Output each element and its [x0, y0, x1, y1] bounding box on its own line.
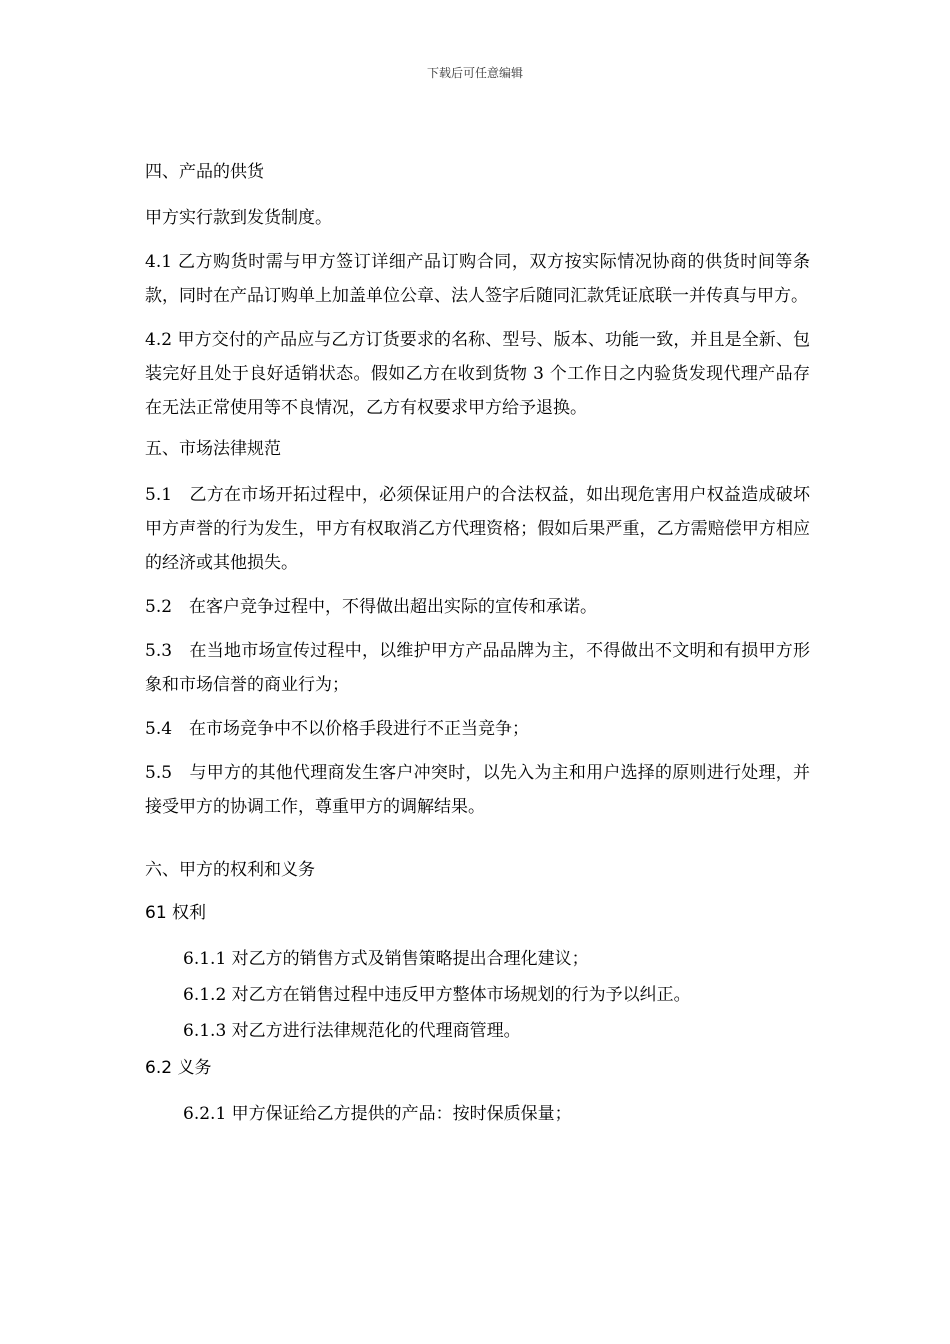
- section-4-heading: 四、产品的供货: [145, 162, 264, 182]
- duty-item: 6.2.1 甲方保证给乙方提供的产品：按时保质保量；: [183, 1104, 572, 1124]
- page-header-note: 下载后可任意编辑: [426, 66, 523, 80]
- duties-heading: 6.2 义务: [145, 1058, 212, 1078]
- section-6-heading: 六、甲方的权利和义务: [145, 860, 315, 880]
- right-item: 6.1.1 对乙方的销售方式及销售策略提出合理化建议；: [183, 949, 589, 969]
- clause-5-3: 5.3 在当地市场宣传过程中，以维护甲方产品品牌为主，不得做出不文明和有损甲方形象和市场信誉的商业行为；: [145, 641, 810, 695]
- right-item: 6.1.3 对乙方进行法律规范化的代理商管理。: [183, 1021, 521, 1041]
- clause-5-4: 5.4 在市场竞争中不以价格手段进行不正当竞争；: [145, 719, 530, 739]
- clause-4-1: 4.1 乙方购货时需与甲方签订详细产品订购合同，双方按实际情况协商的供货时间等条款，同时在产品订购单上加盖单位公章、法人签字后随同汇款凭证底联一并传真与甲方。: [145, 252, 810, 306]
- clause-5-5: 5.5 与甲方的其他代理商发生客户冲突时，以先入为主和用户选择的原则进行处理，并接受甲方的协调工作，尊重甲方的调解结果。: [145, 763, 810, 817]
- section-5-heading: 五、市场法律规范: [145, 439, 281, 459]
- section-4-intro: 甲方实行款到发货制度。: [145, 208, 332, 228]
- clause-5-1: 5.1 乙方在市场开拓过程中，必须保证用户的合法权益，如出现危害用户权益造成破坏甲方声誉的行为发生，甲方有权取消乙方代理资格；假如后果严重，乙方需赔偿甲方相应的经济或其他损失。: [145, 485, 810, 573]
- clause-4-2: 4.2 甲方交付的产品应与乙方订货要求的名称、型号、版本、功能一致，并且是全新、包装完好且处于良好适销状态。假如乙方在收到货物 3 个工作日之内验货发现代理产品存在无法正常使用等不良情况，乙方有权要求甲方给予退换。: [145, 330, 810, 418]
- right-item: 6.1.2 对乙方在销售过程中违反甲方整体市场规划的行为予以纠正。: [183, 985, 691, 1005]
- rights-heading: 61 权利: [145, 903, 207, 923]
- clause-5-2: 5.2 在客户竞争过程中，不得做出超出实际的宣传和承诺。: [145, 597, 598, 617]
- document-body: [145, 158, 810, 1133]
- section-spacer: [145, 834, 810, 856]
